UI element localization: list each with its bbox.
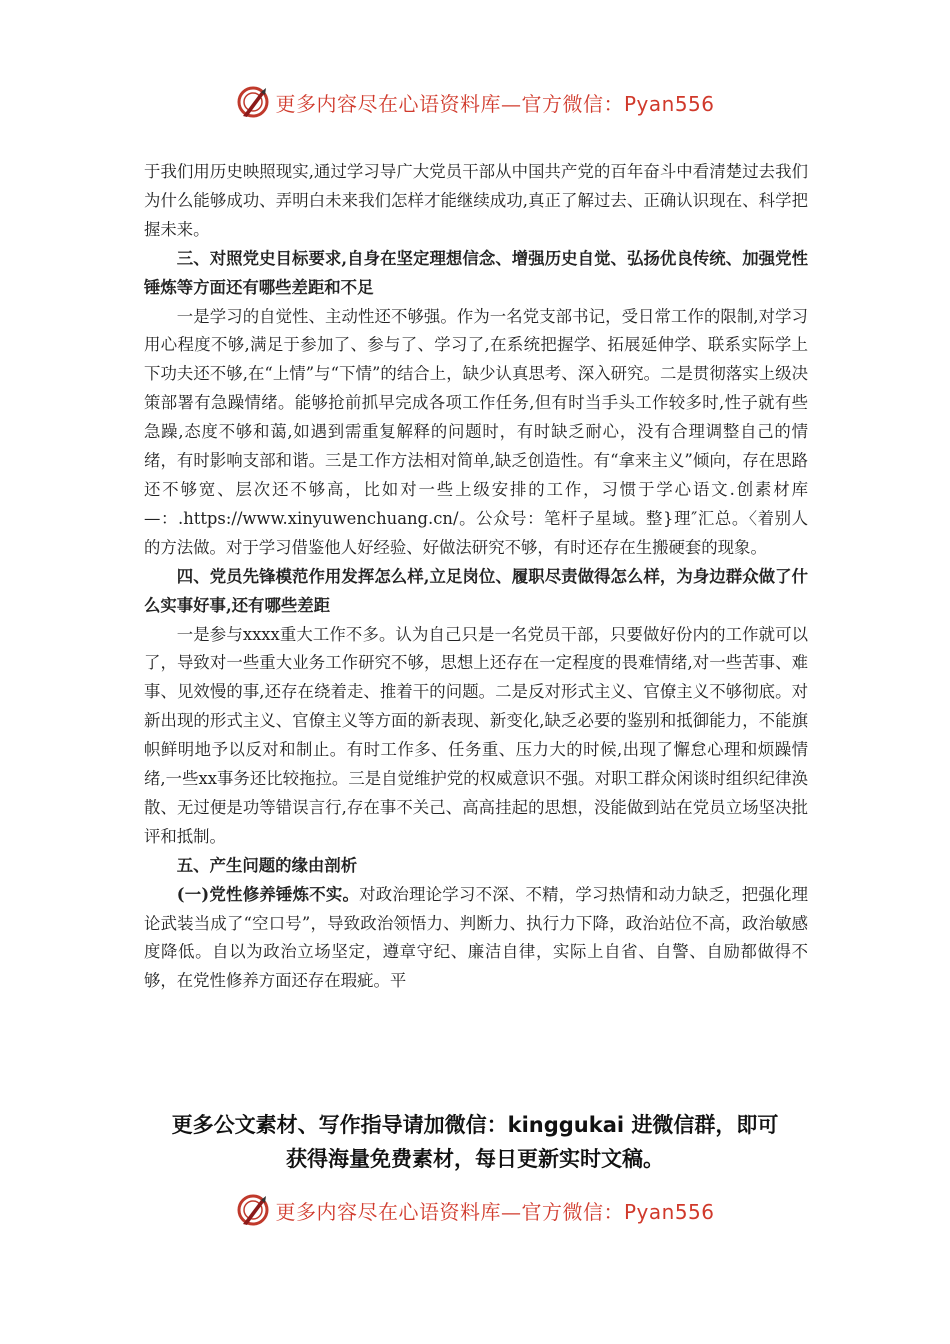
promo-line-2: 获得海量免费素材，每日更新实时文稿。: [286, 1147, 664, 1171]
section-heading-5: 五、产生问题的缘由剖析: [176, 855, 358, 875]
section-heading-3: 三、对照党史目标要求,自身在坚定理想信念、增强历史自觉、弘扬优良传统、加强党性锤炼等方面还有哪些差距和不足: [144, 248, 808, 297]
footer-banner: [0, 1192, 950, 1228]
promo-block: [0, 1108, 950, 1176]
banner-text: 更多内容尽在心语资料库—官方微信：Pyan556: [275, 91, 715, 116]
pen-logo-icon: [235, 1192, 271, 1228]
paragraph-section-4: 一是参与xxxx重大工作不多。认为自己只是一名党员干部，只要做好份内的工作就可以了，导致对一些重大业务工作研究不够，思想上还存在一定程度的畏难情绪,对一些苦事、难事、见效慢的事,还存在绕着走、推着干的问题。二是反对形式主义、官僚主义不够彻底。对新出现的形式主义、官僚主义等方面的新表现、新变化,缺乏必要的鉴别和抵御能力，不能旗帜鲜明地予以反对和制止。有时工作多、任务重、压力大的时候,出现了懈怠心理和烦躁情绪,一些xx事务还比较拖拉。三是自觉维护党的权威意识不强。对职工群众闲谈时组织纪律涣散、无过便是功等错误言行,存在事不关己、高高挂起的思想，没能做到站在党员立场坚决批评和抵制。: [144, 624, 808, 846]
section-heading-4: 四、党员先锋模范作用发挥怎么样,立足岗位、履职尽责做得怎么样，为身边群众做了什么实事好事,还有哪些差距: [144, 566, 808, 615]
banner-text: 更多内容尽在心语资料库—官方微信：Pyan556: [275, 1199, 715, 1224]
paragraph-section-5-1: [144, 881, 808, 997]
subheading-body: 对政治理论学习不深、不精，学习热情和动力缺乏，把强化理论武装当成了“空口号”，导致政治领悟力、判断力、执行力下降，政治站位不高，政治敏感度降低。自以为政治立场坚定，遵章守纪、廉洁自律，实际上自省、自警、自励都做得不够，在党性修养方面还存在瑕疵。平: [144, 884, 809, 991]
paragraph-continuation: 于我们用历史映照现实,通过学习导广大党员干部从中国共产党的百年奋斗中看清楚过去我们为什么能够成功、弄明白未来我们怎样才能继续成功,真正了解过去、正确认识现在、科学把握未来。: [144, 162, 808, 239]
subheading-lead: (一)党性修养锤炼不实。: [176, 884, 360, 904]
header-banner: [0, 84, 950, 120]
pen-logo-icon: [235, 84, 271, 120]
promo-line-1: 更多公文素材、写作指导请加微信：kinggukai 进微信群，即可: [171, 1113, 779, 1137]
document-body: [144, 158, 808, 996]
paragraph-section-3: 一是学习的自觉性、主动性还不够强。作为一名党支部书记，受日常工作的限制,对学习用心程度不够,满足于参加了、参与了、学习了,在系统把握学、拓展延伸学、联系实际学上下功夫还不够,在“上情”与“下情”的结合上，缺少认真思考、深入研究。二是贯彻落实上级决策部署有急躁情绪。能够抢前抓早完成各项工作任务,但有时当手头工作较多时,性子就有些急躁,态度不够和蔼,如遇到需重复解释的问题时，有时缺乏耐心，没有合理调整自己的情绪，有时影响支部和谐。三是工作方法相对简单,缺乏创造性。有“拿来主义”倾向，存在思路还不够宽、层次还不够高，比如对一些上级安排的工作，习惯于学心语文.创素材库—：.https://www.xinyuwenchuang.cn/。公众号：笔杆子星域。整}理″汇总。〈着别人的方法做。对于学习借鉴他人好经验、好做法研究不够，有时还存在生搬硬套的现象。: [144, 306, 808, 557]
